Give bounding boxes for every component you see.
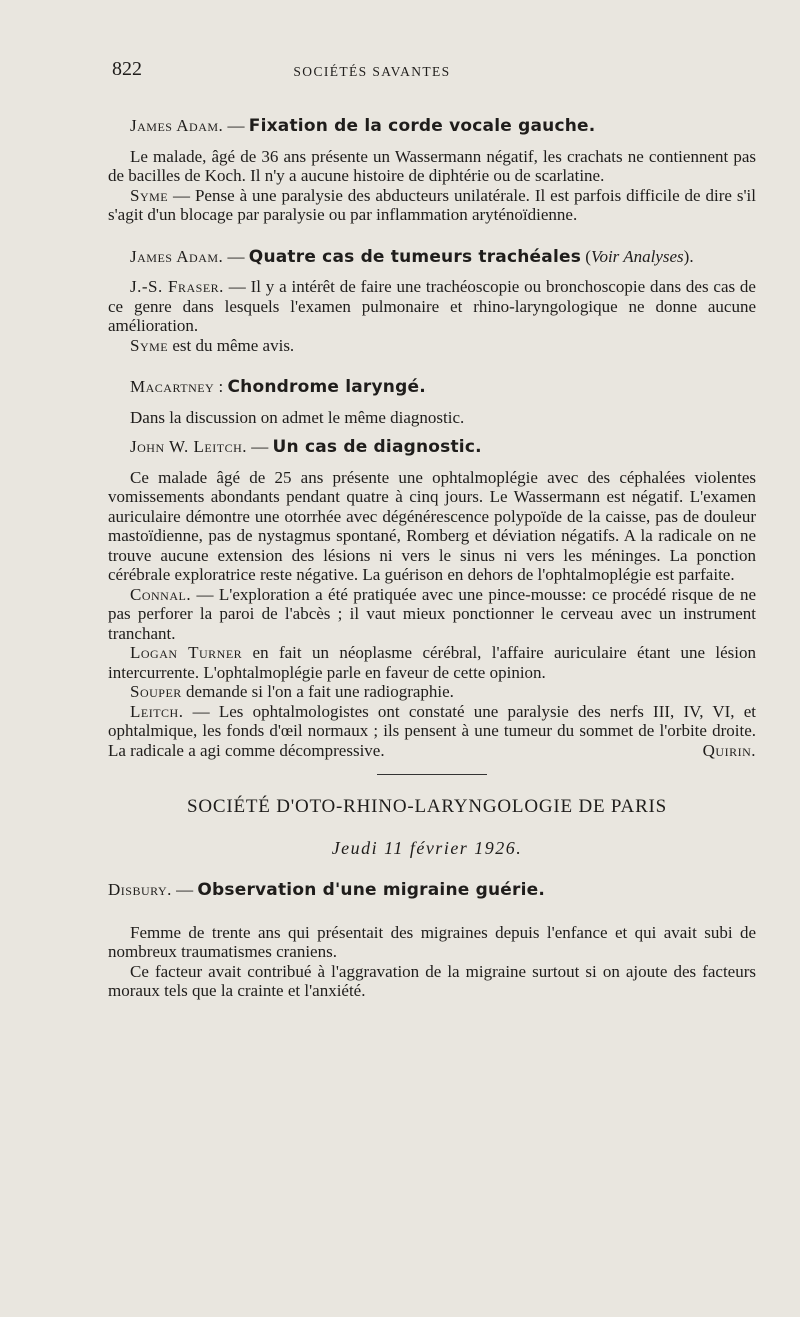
entry-heading [108,437,756,458]
discussant-name: Logan Turner [130,643,243,662]
cross-reference: Voir Analyses [590,246,684,266]
communication-title: Observation d'une migraine guérie. [197,880,546,900]
paragraph: Ce malade âgé de 25 ans présente une ophtalmoplégie avec des céphalées violentes vomissements abondants pendant quatre à cinq jours. Le Wassermann est négatif. L'examen auriculaire démontre une otorrhée avec dégénérescence polypoïde de la caisse, pas de douleur mastoïdienne, pas de nystagmus spontané, Romberg et déviation négatifs. A la radicale on ne trouve aucune extension des lésions ni vers le sinus ni vers les méninges. La ponction cérébrale exploratrice reste négative. La guérison en dehors de l'ophtalmoplégie est parfaite. [108,467,756,584]
author-name: James Adam. [130,246,224,266]
separator: — [171,880,198,899]
discussant-text: — Pense à une paralysie des abducteurs unilatérale. Il est parfois difficile de dire s'il s'agit d'un blocage par paralysie ou par inflammation aryténoïdienne. [108,185,756,224]
page-header [112,58,752,86]
separator: — [223,116,249,135]
discussant-text: est du même avis. [168,335,295,355]
discussant-name: Leitch. [130,701,184,721]
page-number: 822 [112,58,142,80]
paragraph [108,186,756,225]
page-body [108,116,756,1001]
entry-heading [108,377,756,398]
communication-title: Quatre cas de tumeurs trachéales [248,246,582,267]
discussant-name: Connal. [130,584,192,604]
discussant-text: — L'exploration a été pratiquée avec une pince-mousse: ce procédé risque de ne pas perforer la paroi de l'abcès ; il vaut mieux ponctionner le cerveau avec un instrument tranchant. [108,584,756,643]
entry-heading [108,247,756,268]
paragraph [108,336,756,356]
paragraph: Dans la discussion on admet le même diagnostic. [130,407,465,427]
running-head: SOCIÉTÉS SAVANTES [293,64,451,79]
paragraph: Femme de trente ans qui présentait des migraines depuis l'enfance et qui avait subi de nombreux traumatismes craniens. [108,922,756,961]
separator: — [223,246,249,266]
paragraph: Ce facteur avait contribué à l'aggravation de la migraine surtout si on ajoute des facteurs moraux tels que la crainte et l'anxiété. [108,961,756,1000]
discussant-name: J.-S. Fraser. [130,277,224,296]
separator: : [214,377,228,396]
discussant-name: Syme [130,185,169,205]
section-divider [377,774,487,775]
discussant-text: en fait un néoplasme cérébral, l'affaire auriculaire étant une lésion intercurrente. L'ophtalmoplégie parle en faveur de cette opinion. [108,643,756,682]
ref-open: ( [581,246,591,266]
author-name: Disbury. [108,880,172,899]
paragraph [108,277,756,336]
discussant-text: — Les ophtalmologistes ont constaté une paralysie des nerfs III, IV, VI, et ophtalmique, les fonds d'œil normaux ; ils pensent à une tumeur du sommet de l'orbite droite. La radicale a agi comme décompressive. [108,701,756,760]
discussant-text: demande si l'on a fait une radiographie. [181,682,454,701]
session-date: Jeudi 11 février 1926. [331,837,523,858]
entry-heading [108,880,756,901]
communication-title: Fixation de la corde vocale gauche. [248,116,596,136]
separator: — [247,437,273,456]
author-name: John W. Leitch. [130,437,248,456]
paragraph [108,643,756,682]
signature: Quirin. [702,740,756,760]
discussant-name: Souper [130,682,182,701]
paragraph [108,682,756,702]
communication-title: Un cas de diagnostic. [272,437,482,457]
paragraph: Le malade, âgé de 36 ans présente un Wassermann négatif, les crachats ne contiennent pas de bacilles de Koch. Il n'y a aucune histoire de diphtérie ou de scarlatine. [108,146,756,185]
society-heading: SOCIÉTÉ D'OTO-RHINO-LARYNGOLOGIE DE PARIS [186,796,668,817]
communication-title: Chondrome laryngé. [227,377,426,397]
paragraph [108,585,756,644]
entry-heading [108,116,756,137]
author-name: James Adam. [130,116,224,135]
discussant-name: Syme [130,335,169,355]
discussant-text: — Il y a intérêt de faire une trachéoscopie ou bronchoscopie dans des cas de ce genre dans lesquels l'examen pulmonaire et rhino-laryngologique ne donne aucune amélioration. [108,277,756,335]
ref-close: ). [683,246,694,266]
author-name: Macartney [130,377,215,396]
paragraph [108,702,756,761]
